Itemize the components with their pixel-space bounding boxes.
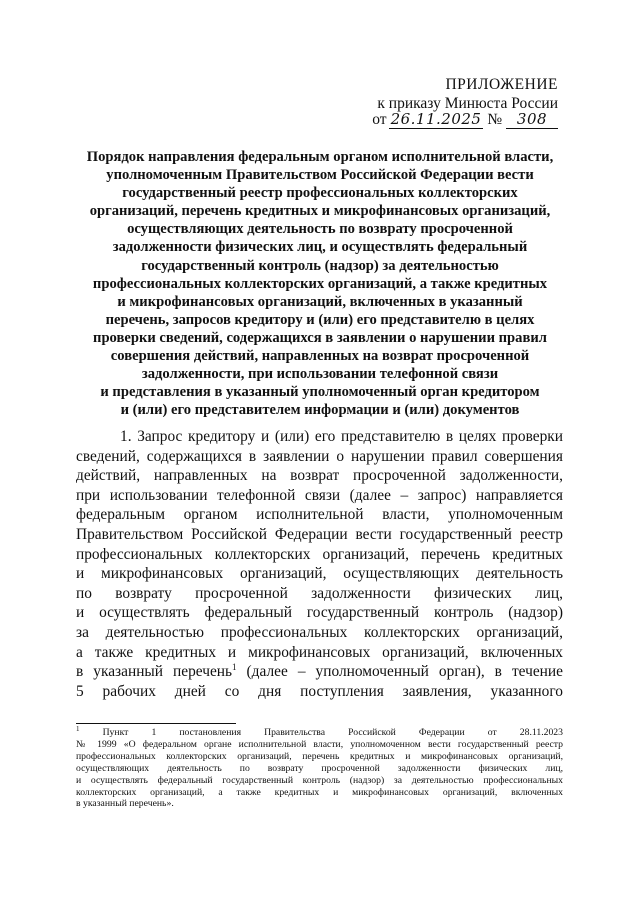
- appendix-reference: к приказу Минюста России: [377, 95, 558, 112]
- body-line: профессиональных коллекторских организаций, перечень кредитных: [76, 545, 563, 563]
- order-date: 26.11.2025: [390, 110, 482, 128]
- title-line: совершения действий, направленных на возврат просроченной: [110, 348, 530, 365]
- footnote-line: осуществляющих деятельность по возврату просроченной задолженности физических лиц,: [76, 762, 563, 774]
- title-line: проверки сведений, содержащихся в заявлении о нарушении правил: [93, 329, 547, 346]
- footnote-reference: 1: [232, 662, 237, 672]
- body-line: Правительством Российской Федерации вести государственный реестр: [76, 525, 563, 543]
- body-paragraph: [76, 427, 563, 701]
- order-prefix: от: [372, 111, 387, 128]
- body-line: сведений, содержащихся в заявлении о нарушении правил совершения: [76, 447, 563, 465]
- title-line: государственный контроль (надзор) за деятельностью: [141, 257, 499, 274]
- footnote-number: 1: [76, 724, 80, 733]
- title-line: профессиональных коллекторских организаций, а также кредитных: [92, 275, 548, 292]
- title-line: и (или) его представителем информации и (или) документов: [120, 402, 520, 419]
- body-line: 5 рабочих дней со дня поступления заявления, указанного: [76, 682, 563, 700]
- order-number-label: №: [487, 111, 503, 128]
- title-line: и микрофинансовых организаций, включенных в указанный: [117, 293, 523, 310]
- body-line: [76, 662, 563, 682]
- order-number: 308: [506, 110, 558, 129]
- title-line: уполномоченным Правительством Российской Федерации вести: [106, 167, 534, 184]
- document-title: [70, 148, 570, 419]
- footnote-line: [76, 724, 563, 739]
- footnote-divider: [76, 723, 236, 724]
- body-line: и микрофинансовых организаций, осуществляющих деятельность: [76, 565, 563, 583]
- footnote-line: № 1999 «О федеральном органе исполнительной власти, уполномоченном вести государственный реестр: [76, 738, 563, 750]
- footnote-line: профессиональных коллекторских организаций, перечень кредитных и микрофинансовых организаций,: [76, 750, 563, 762]
- body-line-text: в указанный перечень: [76, 663, 233, 681]
- appendix-title: ПРИЛОЖЕНИЕ: [445, 76, 558, 93]
- title-line: осуществляющих деятельность по возврату просроченной: [127, 221, 513, 238]
- title-line: Порядок направления федеральным органом исполнительной власти,: [86, 149, 554, 165]
- footnote-line: в указанный перечень».: [76, 798, 174, 810]
- body-line: 1. Запрос кредитору и (или) его представителю в целях проверки: [120, 428, 563, 445]
- footnote-line: и осуществлять федеральный государственный контроль (надзор) за деятельностью профессиональных: [76, 774, 563, 786]
- body-line: при использовании телефонной связи (далее – запрос) направляется: [76, 486, 563, 504]
- title-line: задолженности, при использовании телефонной связи: [141, 366, 499, 383]
- body-line: федеральным органом исполнительной власти, уполномоченным: [76, 506, 563, 524]
- footnote: [76, 724, 563, 810]
- body-line: за деятельностью профессиональных коллекторских организаций,: [76, 623, 563, 641]
- title-line: перечень, запросов кредитору и (или) его представителю в целях: [105, 311, 535, 328]
- title-line: задолженности физических лиц, и осуществлять федеральный: [112, 239, 528, 256]
- order-line: [372, 110, 558, 129]
- footnote-line: коллекторских организаций, а также кредитных и микрофинансовых организаций, включенных: [76, 786, 563, 798]
- title-line: организаций, перечень кредитных и микрофинансовых организаций,: [89, 203, 551, 220]
- body-line: по возврату просроченной задолженности физических лиц,: [76, 584, 563, 602]
- body-line: действий, направленных на возврат просроченной задолженности,: [76, 467, 563, 485]
- title-line: государственный реестр профессиональных коллекторских: [122, 185, 518, 202]
- body-line: а также кредитных и микрофинансовых организаций, включенных: [76, 643, 563, 661]
- appendix-header: [377, 75, 558, 113]
- body-line-text: (далее – уполномоченный орган), в течение: [236, 663, 563, 681]
- body-line: и осуществлять федеральный государственный контроль (надзор): [76, 604, 563, 622]
- footnote-text: Пункт 1 постановления Правительства Российской Федерации от 28.11.2023: [79, 727, 563, 738]
- title-line: и представления в указанный уполномоченный орган кредитором: [100, 384, 540, 401]
